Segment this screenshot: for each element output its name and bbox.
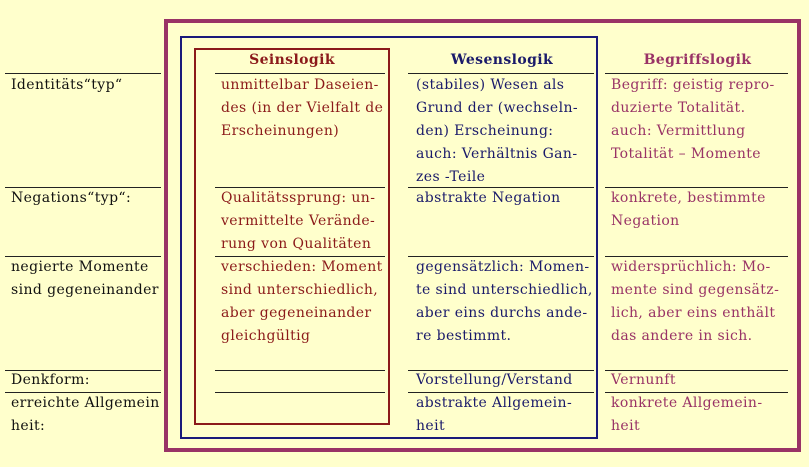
cell-wesen-denkform: Vorstellung/Verstand <box>416 372 573 388</box>
cell-wesen-identitaet: (stabiles) Wesen als Grund der (wechseln- den) Erscheinung: auch: Verhältnis Gan- zes -Teile <box>416 77 578 185</box>
cell-sein-momente: verschieden: Moment sind unterschiedlich, aber gegeneinander gleichgültig <box>221 259 383 344</box>
cell-sein-identitaet: unmittelbar Daseien- des (in der Vielfalt de Erscheinungen) <box>221 77 384 139</box>
row-divider <box>215 392 385 393</box>
row-label-negierte-momente: negierte Momente sind gegeneinander <box>11 259 159 298</box>
cell-wesen-allgemeinheit: abstrakte Allgemein- heit <box>416 395 573 434</box>
header-begriffslogik: Begriffslogik <box>643 52 752 68</box>
header-wesenslogik: Wesenslogik <box>450 52 554 68</box>
cell-wesen-momente: gegensätzlich: Momen- te sind unterschiedlich, aber eins durchs ande- re bestimmt. <box>416 259 593 344</box>
row-label-negationstyp: Negations“typ“: <box>11 190 132 206</box>
cell-wesen-negation: abstrakte Negation <box>416 190 561 206</box>
header-seinslogik: Seinslogik <box>249 52 335 68</box>
cell-begriff-allgemeinheit: konkrete Allgemein- heit <box>611 395 763 434</box>
row-label-allgemeinheit: erreichte Allgemein heit: <box>11 395 160 434</box>
cell-begriff-momente: widersprüchlich: Mo- mente sind gegensätz- lich, aber eins enthält das andere in sich. <box>611 259 780 344</box>
cell-begriff-negation: konkrete, bestimmte Negation <box>611 190 766 229</box>
cell-begriff-denkform: Vernunft <box>611 372 676 388</box>
row-divider <box>215 370 385 371</box>
row-label-denkform: Denkform: <box>11 372 90 388</box>
row-label-identitaetstyp: Identitäts“typ“ <box>11 77 123 93</box>
cell-begriff-identitaet: Begriff: geistig repro- duzierte Totalität. auch: Vermittlung Totalität – Momente <box>611 77 775 162</box>
cell-sein-negation: Qualitätssprung: un- vermittelte Verände- rung von Qualitäten <box>221 190 376 252</box>
